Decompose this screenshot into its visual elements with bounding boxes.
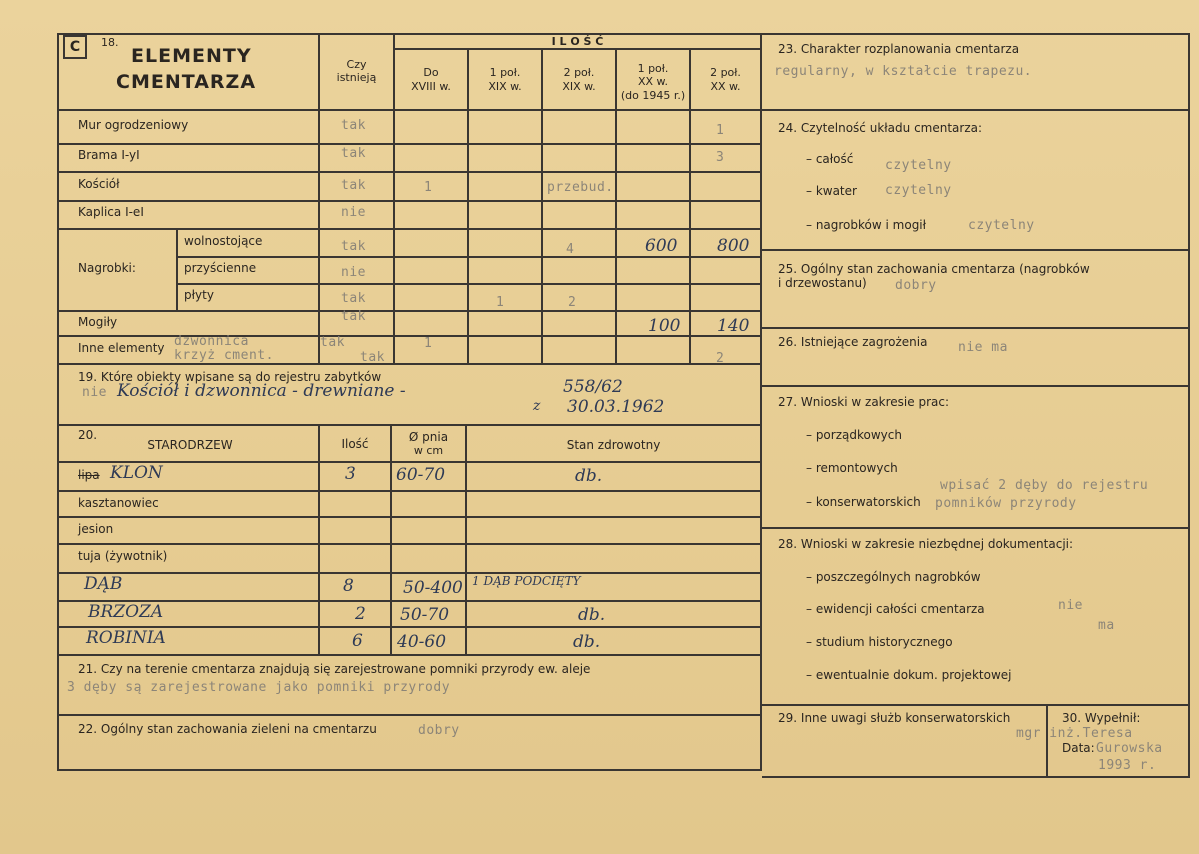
typed-value: wpisać 2 dęby do rejestru [940, 478, 1149, 493]
section-28-label: 28. Wnioski w zakresie niezbędnej dokumentacji: [778, 537, 1074, 551]
rule [176, 256, 760, 258]
sub-label: – kwater [806, 184, 857, 198]
typed-value: tak [341, 309, 366, 324]
rule [176, 283, 760, 285]
typed-value: regularny, w kształcie trapezu. [774, 64, 1033, 79]
col-header-do18: Do [423, 66, 439, 79]
row-label: płyty [184, 288, 214, 302]
col-header-20a: (do 1945 r.) [620, 89, 686, 102]
rule [176, 228, 178, 310]
row-label: przyścienne [184, 261, 257, 275]
tree-count: 2 [355, 604, 366, 624]
col-header-20b: XX w. [710, 80, 741, 93]
rule [762, 33, 1190, 35]
sub-label: – studium historycznego [806, 635, 953, 649]
rule [57, 424, 760, 426]
rule [57, 543, 760, 545]
rule [57, 572, 760, 574]
col-header-19a: XIX w. [488, 80, 522, 93]
typed-value: 3 dęby są zarejestrowane jako pomniki przyrody [67, 680, 451, 695]
typed-value: dzwonnica [174, 334, 249, 349]
rule [467, 48, 469, 363]
section-22-label: 22. Ogólny stan zachowania zieleni na cmentarzu [78, 722, 377, 736]
col-header-ilosc: I L O Ś Ć [551, 35, 604, 48]
col-header-istnieja: istnieją [336, 71, 377, 84]
handwritten-value: 140 [717, 316, 750, 336]
typed-value: dobry [895, 278, 937, 293]
rule [762, 527, 1190, 529]
rule [57, 516, 760, 518]
rule [689, 48, 691, 363]
tree-printed-name: kasztanowiec [78, 496, 159, 510]
tree-printed-name: tuja (żywotnik) [78, 549, 168, 563]
rule [762, 109, 1190, 111]
tree-state: 1 DĄB PODCIĘTY [472, 574, 581, 588]
row-label: wolnostojące [184, 234, 263, 248]
rule [1188, 33, 1190, 778]
typed-value: 1 [716, 123, 725, 138]
typed-value: krzyż cment. [174, 348, 274, 363]
rule [57, 228, 760, 230]
typed-value: tak [341, 146, 366, 161]
typed-value: ma [1098, 618, 1115, 633]
tree-state: db. [578, 605, 606, 625]
tree-diameter: 50-400 [403, 578, 463, 598]
tree-diameter: 40-60 [397, 632, 447, 652]
rule [57, 200, 760, 202]
row-label: Inne elementy [78, 341, 165, 355]
tree-printed-name: jesion [78, 522, 114, 536]
typed-value: mgr inż.Teresa [1016, 726, 1133, 741]
typed-value: pomników przyrody [935, 496, 1077, 511]
tree-hw-name: ROBINIA [86, 628, 166, 648]
rule [57, 171, 760, 173]
col-header-19b: XIX w. [562, 80, 596, 93]
row-label: Brama I-yI [78, 148, 140, 162]
typed-value: 1993 r. [1098, 758, 1157, 773]
sub-label: – całość [806, 152, 854, 166]
rule [541, 48, 543, 363]
section-title: CMENTARZA [116, 71, 257, 93]
section-30-label: 30. Wypełnił: [1062, 711, 1141, 725]
tree-printed-name: lipa [78, 468, 100, 482]
section-24-label: 24. Czytelność układu cmentarza: [778, 121, 983, 135]
section-21-label: 21. Czy na terenie cmentarza znajdują się zarejestrowane pomniki przyrody ew. aleje [78, 662, 591, 676]
handwritten-value: 100 [648, 316, 681, 336]
sub-label: – ewidencji całości cmentarza [806, 602, 985, 616]
rule [57, 654, 760, 656]
tree-count: 3 [345, 464, 356, 484]
sub-label: – konserwatorskich [806, 495, 921, 509]
tree-hw-name: DĄB [84, 574, 123, 594]
col-header-20a: 1 poł. [637, 62, 669, 75]
rule [57, 143, 760, 145]
rule [57, 109, 760, 111]
typed-value: tak [341, 291, 366, 306]
typed-value: dobry [418, 723, 460, 738]
typed-value: 1 [496, 295, 505, 310]
col-header: Stan zdrowotny [566, 438, 661, 452]
col-header-20a: XX w. [637, 75, 669, 88]
row-label: Kaplica I-eI [78, 205, 144, 219]
typed-value: nie [1058, 598, 1083, 613]
handwritten-value: z [533, 398, 541, 414]
sub-label: – poszczególnych nagrobków [806, 570, 981, 584]
handwritten-value: 600 [645, 236, 678, 256]
typed-value: tak [341, 239, 366, 254]
rule [762, 249, 1190, 251]
row-label: Mogiły [78, 315, 118, 329]
typed-value: Gurowska [1096, 741, 1163, 756]
rule [390, 424, 392, 654]
typed-value: 4 [566, 242, 575, 257]
tree-count: 6 [352, 631, 363, 651]
date-label: Data: [1062, 741, 1095, 755]
rule [465, 424, 467, 654]
handwritten-value: 558/62 [563, 377, 623, 397]
rule [762, 776, 1190, 778]
section-20-title: STARODRZEW [147, 438, 233, 452]
typed-value: 2 [568, 295, 577, 310]
handwritten-value: 30.03.1962 [567, 397, 665, 417]
sub-label: – ewentualnie dokum. projektowej [806, 668, 1012, 682]
section-number: 20. [78, 428, 98, 442]
typed-value: czytelny [885, 158, 952, 173]
typed-value: nie ma [958, 340, 1008, 355]
section-title: ELEMENTY [131, 45, 252, 67]
col-header: Ø pnia [408, 430, 449, 444]
rule [762, 327, 1190, 329]
typed-value: 1 [424, 180, 433, 195]
typed-value: czytelny [968, 218, 1035, 233]
row-label: Nagrobki: [78, 261, 136, 275]
typed-value: 3 [716, 150, 725, 165]
rule [760, 33, 762, 770]
tree-hw-name: BRZOZA [88, 602, 164, 622]
typed-value: tak [341, 178, 366, 193]
tree-diameter: 50-70 [400, 605, 450, 625]
col-header-19a: 1 poł. [489, 66, 521, 79]
typed-value: czytelny [885, 183, 952, 198]
col-header-19b: 2 poł. [563, 66, 595, 79]
typed-value: 2 [716, 351, 725, 366]
typed-value: przebud. [547, 180, 614, 195]
col-header: w cm [413, 444, 444, 457]
section-19-label: 19. Które obiekty wpisane są do rejestru zabytków [78, 370, 382, 384]
tree-state: db. [573, 632, 601, 652]
typed-value: nie [341, 265, 366, 280]
corner-code-box: C [63, 35, 87, 59]
section-25-label: i drzewostanu) [778, 276, 867, 290]
handwritten-value: 800 [717, 236, 750, 256]
typed-value: nie [341, 205, 366, 220]
rule [57, 769, 762, 771]
section-27-label: 27. Wnioski w zakresie prac: [778, 395, 950, 409]
row-label: Kościół [78, 177, 120, 191]
sub-label: – porządkowych [806, 428, 902, 442]
rule [57, 363, 760, 365]
section-29-label: 29. Inne uwagi służb konserwatorskich [778, 711, 1011, 725]
sub-label: – nagrobków i mogił [806, 218, 927, 232]
rule [57, 714, 760, 716]
section-23-label: 23. Charakter rozplanowania cmentarza [778, 42, 1020, 56]
row-label: Mur ogrodzeniowy [78, 118, 189, 132]
typed-value: tak [341, 118, 366, 133]
rule [318, 424, 320, 654]
section-number: 18. [101, 36, 119, 49]
tree-diameter: 60-70 [396, 465, 446, 485]
typed-value: nie [82, 385, 107, 400]
rule [762, 704, 1190, 706]
typed-value: tak [360, 350, 385, 365]
col-header-20b: 2 poł. [710, 66, 741, 79]
handwritten-value: Kościół i dzwonnica - drewniane - [117, 381, 406, 401]
typed-value: 1 [424, 336, 433, 351]
col-header-do18: XVIII w. [411, 80, 451, 93]
col-header: Ilość [341, 437, 369, 451]
rule [762, 385, 1190, 387]
rule [57, 490, 760, 492]
typed-value: tak [320, 335, 345, 350]
sub-label: – remontowych [806, 461, 898, 475]
section-25-label: 25. Ogólny stan zachowania cmentarza (nagrobków [778, 262, 1090, 276]
rule [57, 310, 760, 312]
tree-count: 8 [343, 576, 354, 596]
section-26-label: 26. Istniejące zagrożenia [778, 335, 928, 349]
col-header-istnieja: Czy [346, 58, 367, 71]
tree-state: db. [575, 466, 603, 486]
tree-hw-name: KLON [110, 463, 163, 483]
